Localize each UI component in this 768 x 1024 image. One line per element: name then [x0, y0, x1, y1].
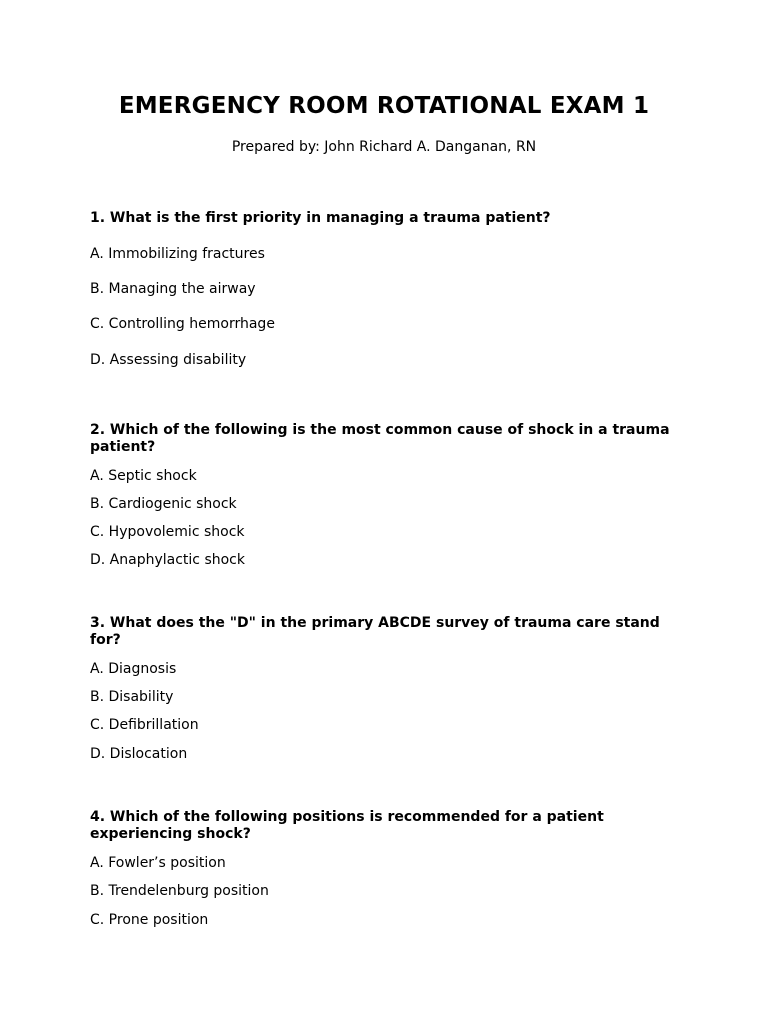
question-2-option-a: A. Septic shock: [90, 468, 197, 484]
question-1-option-b: B. Managing the airway: [90, 281, 256, 297]
question-2-option-d: D. Anaphylactic shock: [90, 552, 245, 568]
question-4-text: 4. Which of the following positions is recommended for a patient experiencing shock?: [90, 809, 604, 842]
question-1-option-c: C. Controlling hemorrhage: [90, 316, 275, 332]
question-3-option-b: B. Disability: [90, 689, 174, 705]
exam-title: EMERGENCY ROOM ROTATIONAL EXAM 1: [118, 93, 650, 119]
question-2-text: 2. Which of the following is the most common cause of shock in a trauma patient?: [90, 422, 670, 455]
question-4-option-b: B. Trendelenburg position: [90, 883, 269, 899]
question-1-option-a: A. Immobilizing fractures: [90, 246, 265, 262]
question-1: [90, 210, 690, 368]
question-3: [90, 615, 690, 762]
question-3-option-d: D. Dislocation: [90, 746, 188, 762]
question-2: [90, 422, 690, 568]
question-3-option-a: A. Diagnosis: [90, 661, 177, 677]
question-4-option-a: A. Fowler’s position: [90, 855, 226, 871]
question-4-option-c: C. Prone position: [90, 912, 209, 928]
question-3-text: 3. What does the "D" in the primary ABCDE survey of trauma care stand for?: [90, 615, 660, 648]
question-1-text: 1. What is the first priority in managing a trauma patient?: [90, 210, 551, 226]
question-3-option-c: C. Defibrillation: [90, 717, 199, 733]
question-4: [90, 809, 690, 928]
question-2-option-c: C. Hypovolemic shock: [90, 524, 245, 540]
prepared-by: Prepared by: John Richard A. Danganan, RN: [231, 139, 537, 155]
question-2-option-b: B. Cardiogenic shock: [90, 496, 237, 512]
question-1-option-d: D. Assessing disability: [90, 352, 247, 368]
